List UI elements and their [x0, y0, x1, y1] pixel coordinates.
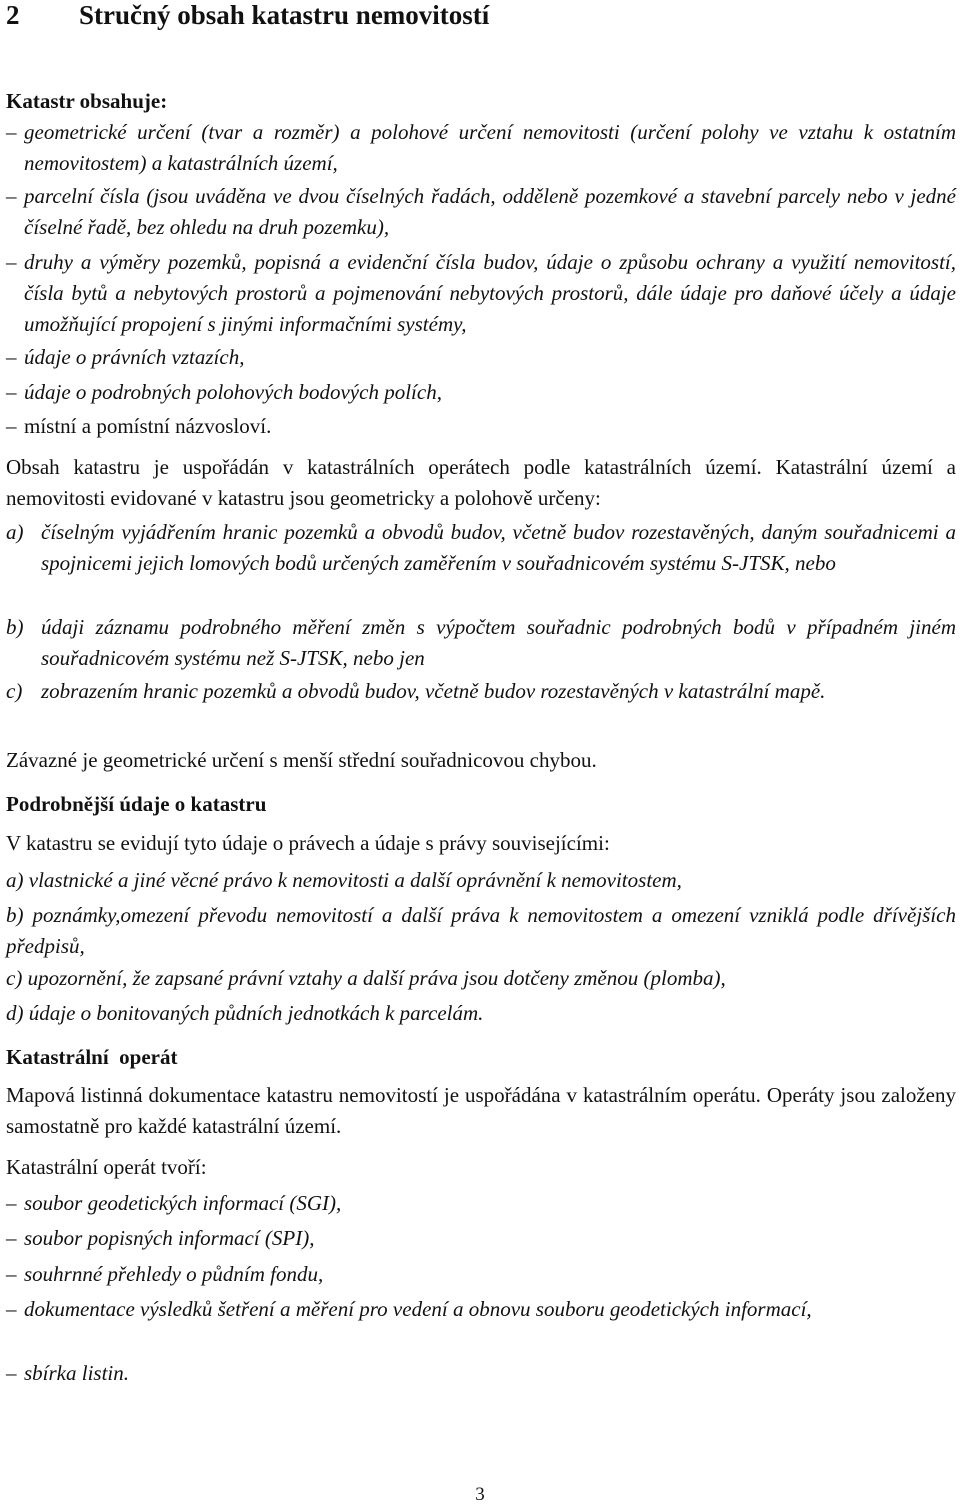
podrobnejsi-heading: Podrobnější údaje o katastru [6, 792, 267, 816]
list-item: – sbírka listin. [6, 1361, 130, 1385]
urceni-item: a) číselným vyjádřením hranic pozemků a obvodů budov, včetně budov rozestavěných, daným souřadnicemi a spojnicemi jejich lomových bodů určených zaměřením v souřadnicovém systému S-JTSK, nebo [6, 520, 956, 575]
katastr-obsahuje-list-6 [6, 411, 956, 442]
list-item: – místní a pomístní názvosloví. [6, 414, 272, 438]
operat-paragraph-block [6, 1080, 956, 1142]
list-item: c) upozornění, že zapsané právní vztahy a další práva jsou dotčeny změnou (plomba), [6, 966, 726, 990]
operat-item-4 [6, 1294, 956, 1325]
urceni-item-c [6, 676, 956, 707]
katastr-obsahuje-section [6, 87, 956, 115]
list-item: – soubor geodetických informací (SGI), [6, 1191, 342, 1215]
list-item: – soubor popisných informací (SPI), [6, 1226, 315, 1250]
podrobnejsi-heading-block [6, 790, 956, 818]
section-number: 2 [6, 0, 20, 30]
list-item: d) údaje o bonitovaných půdních jednotkách k parcelám. [6, 1001, 484, 1025]
podrobnejsi-intro: V katastru se evidují tyto údaje o právech a údaje s právy souvisejícími: [6, 831, 610, 855]
section-title: Stručný obsah katastru nemovitostí [79, 0, 490, 30]
katastr-obsahuje-heading: Katastr obsahuje: [6, 89, 168, 113]
podrobnejsi-item-c [6, 963, 956, 994]
urceni-item: b) údaji záznamu podrobného měření změn s výpočtem souřadnic podrobných bodů v případném jiném souřadnicovém systému než S-JTSK, nebo jen [6, 615, 956, 670]
operat-paragraph: Mapová listinná dokumentace katastru nemovitostí je uspořádána v katastrálním operátu. Operáty jsou založeny samostatně pro každé katastrální území. [6, 1083, 956, 1138]
list-item: – parcelní čísla (jsou uváděna ve dvou číselných řadách, odděleně pozemkové a stavební parcely nebo v jedné číselné řadě, bez ohledu na druh pozemku), [6, 184, 956, 239]
section-heading [6, 0, 489, 32]
obsah-paragraph-block [6, 452, 956, 514]
operat-heading: Katastrální operát [6, 1045, 178, 1069]
operat-heading-block [6, 1043, 956, 1071]
urceni-item-b [6, 612, 956, 674]
podrobnejsi-item-a [6, 865, 956, 896]
zavazne-block [6, 745, 956, 776]
list-item: – souhrnné přehledy o půdním fondu, [6, 1262, 324, 1286]
list-item: a) vlastnické a jiné věcné právo k nemovitosti a další oprávnění k nemovitostem, [6, 868, 682, 892]
katastr-obsahuje-list-2 [6, 181, 956, 243]
list-item: – geometrické určení (tvar a rozměr) a polohové určení nemovitosti (určení polohy ve vztahu k ostatním nemovitostem) a katastrálních území, [6, 120, 956, 175]
list-item: – údaje o podrobných polohových bodových polích, [6, 380, 442, 404]
obsah-paragraph: Obsah katastru je uspořádán v katastrálních operátech podle katastrálních území. Katastrální území a nemovitosti evidované v katastru jsou geometricky a polohově určeny: [6, 455, 956, 510]
list-item: – údaje o právních vztazích, [6, 345, 245, 369]
podrobnejsi-item-d [6, 998, 956, 1029]
urceni-item-a [6, 517, 956, 579]
page-number: 3 [475, 1484, 485, 1505]
operat-item-5 [6, 1358, 956, 1389]
katastr-obsahuje-list-4 [6, 342, 956, 373]
list-item: – dokumentace výsledků šetření a měření pro vedení a obnovu souboru geodetických informací, [6, 1297, 812, 1321]
operat-item-3 [6, 1259, 956, 1290]
operat-item-2 [6, 1223, 956, 1254]
list-item: b) poznámky,omezení převodu nemovitostí a další práva k nemovitostem a omezení vzniklá podle dřívějších předpisů, [6, 903, 956, 958]
katastr-obsahuje-list-3 [6, 247, 956, 340]
operat-intro: Katastrální operát tvoří: [6, 1155, 207, 1179]
list-item: – druhy a výměry pozemků, popisná a evidenční čísla budov, údaje o způsobu ochrany a využití nemovitostí, čísla bytů a nebytových prostorů a pojmenování nebytových prostorů, dále údaje pro daňové účely a údaje umožňující propojení s jinými informačními systémy, [6, 250, 956, 336]
katastr-obsahuje-list [6, 117, 956, 179]
katastr-obsahuje-list-5 [6, 377, 956, 408]
urceni-item: c) zobrazením hranic pozemků a obvodů budov, včetně budov rozestavěných v katastrální mapě. [6, 679, 826, 703]
zavazne-paragraph: Závazné je geometrické určení s menší střední souřadnicovou chybou. [6, 748, 597, 772]
podrobnejsi-item-b [6, 900, 956, 962]
podrobnejsi-intro-block [6, 828, 956, 859]
operat-item-1 [6, 1188, 956, 1219]
operat-intro-block [6, 1152, 956, 1183]
